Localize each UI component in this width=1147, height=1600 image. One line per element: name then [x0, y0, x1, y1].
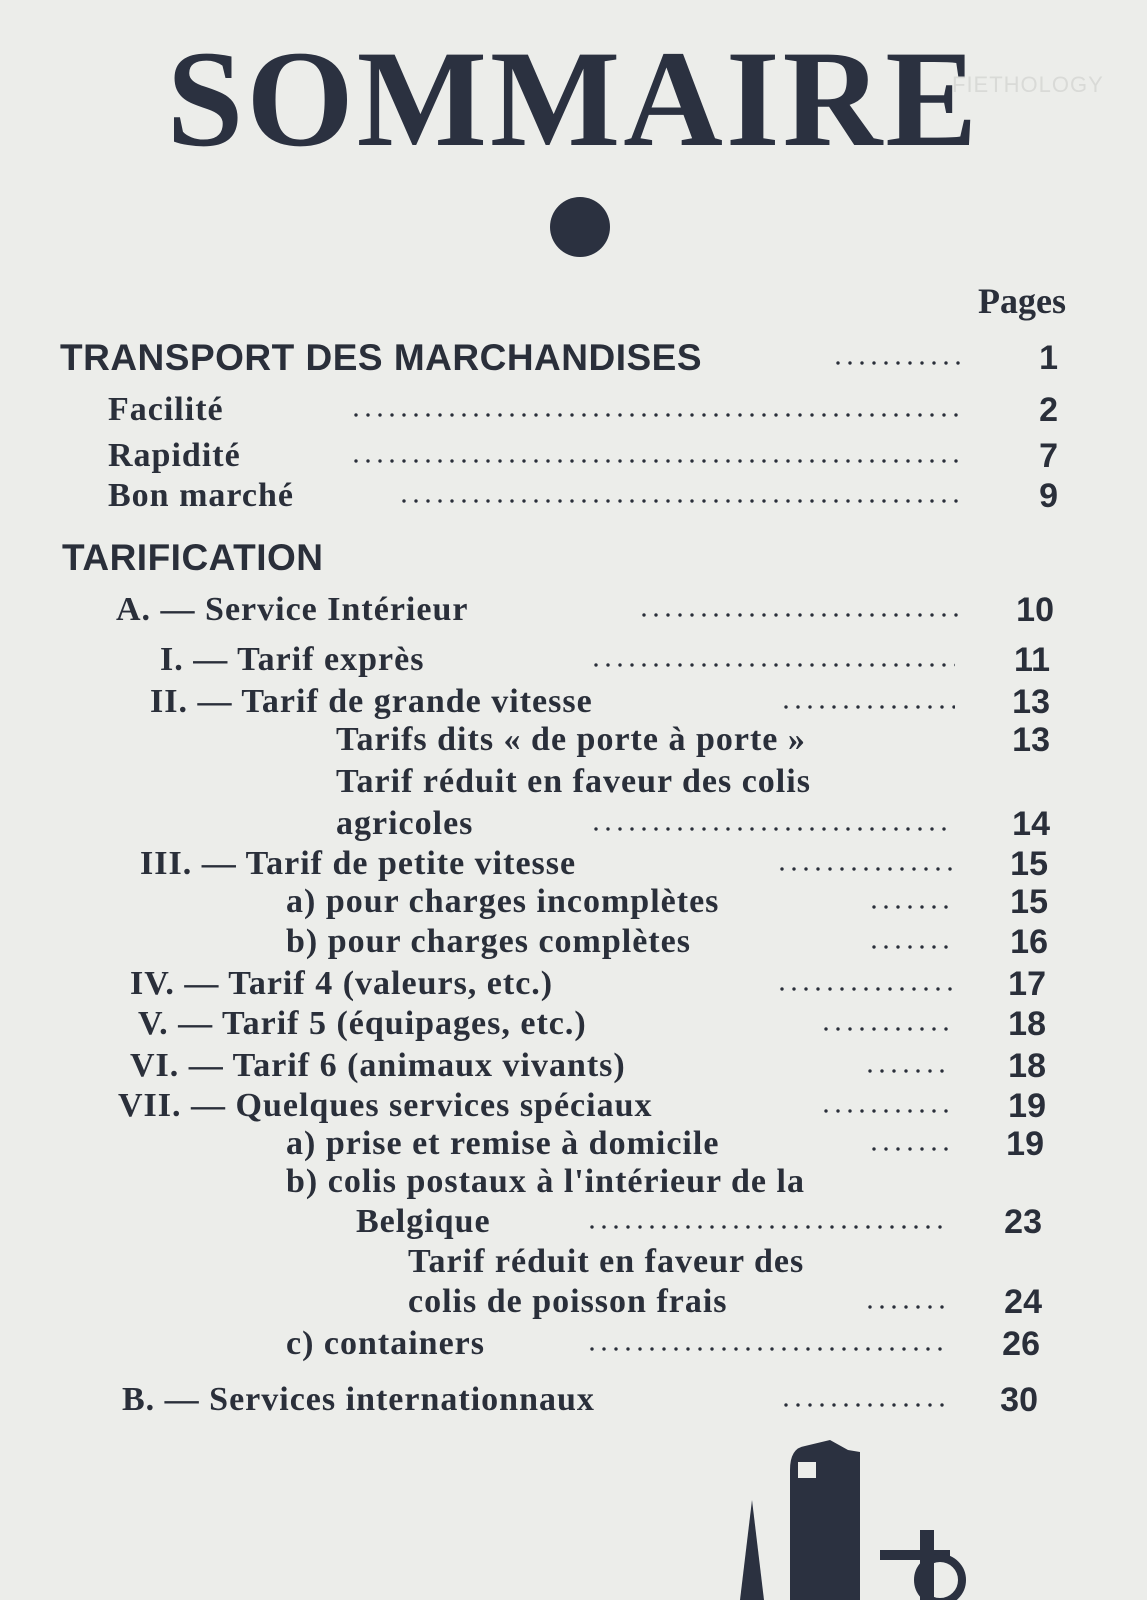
toc-entry-label: TRANSPORT DES MARCHANDISES: [60, 337, 703, 378]
toc-entry: [0, 802, 1147, 846]
toc-entry-label: VII. — Quelques services spéciaux: [118, 1087, 653, 1124]
toc-entry-page-number: 10: [1016, 591, 1054, 629]
toc-entry: [0, 880, 1147, 924]
dot-leader: [820, 1026, 952, 1032]
dot-leader: [590, 662, 955, 668]
dot-leader: [868, 944, 952, 950]
toc-entry-page-number: 15: [1010, 845, 1048, 883]
toc-entry: [0, 1044, 1147, 1088]
toc-entry-label: Tarif réduit en faveur des: [408, 1243, 805, 1280]
toc-entry: [0, 760, 1147, 804]
toc-entry-label: Tarif réduit en faveur des colis: [336, 763, 811, 800]
toc-entry-label: A. — Service Intérieur: [116, 591, 469, 628]
toc-entry-label: a) prise et remise à domicile: [286, 1125, 720, 1162]
toc-entry-label: TARIFICATION: [62, 537, 324, 578]
toc-entry-page-number: 13: [1012, 721, 1050, 759]
dot-leader: [780, 704, 955, 710]
toc-entry-label: Facilité: [108, 391, 224, 428]
toc-entry-label: b) colis postaux à l'intérieur de la: [286, 1163, 805, 1200]
toc-entry-page-number: 15: [1010, 883, 1048, 921]
toc-entry-label: agricoles: [336, 805, 474, 842]
dot-leader: [868, 904, 952, 910]
toc-entry-label: a) pour charges incomplètes: [286, 883, 720, 920]
dot-leader: [776, 866, 952, 872]
toc-entry-label: b) pour charges complètes: [286, 923, 691, 960]
dot-leader: [350, 412, 962, 418]
toc-entry-label: IV. — Tarif 4 (valeurs, etc.): [130, 965, 554, 1002]
dot-leader: [638, 612, 958, 618]
dot-leader: [350, 458, 962, 464]
dot-leader: [586, 1224, 950, 1230]
toc-entry: [0, 962, 1147, 1006]
watermark-logo: FIETHOLOGY: [952, 72, 1104, 97]
toc-entry: [0, 1200, 1147, 1244]
toc-entry-label: I. — Tarif exprès: [160, 641, 425, 678]
toc-entry-label: Tarifs dits « de porte à porte »: [336, 721, 806, 758]
toc-entry-label: Belgique: [356, 1203, 491, 1240]
toc-entry-label: V. — Tarif 5 (équipages, etc.): [138, 1005, 587, 1042]
bullet-ornament: [550, 197, 610, 257]
toc-entry: [0, 1280, 1147, 1324]
toc-entry-page-number: 14: [1012, 805, 1050, 843]
toc-entry-label: VI. — Tarif 6 (animaux vivants): [130, 1047, 626, 1084]
toc-entry: [0, 920, 1147, 964]
toc-entry-label: c) containers: [286, 1325, 486, 1362]
dot-leader: [820, 1108, 952, 1114]
toc-entry-page-number: 13: [1012, 683, 1050, 721]
toc-entry-label: Bon marché: [108, 477, 294, 514]
toc-entry-label: Rapidité: [108, 437, 241, 474]
toc-entry: [0, 638, 1147, 682]
toc-entry-page-number: 23: [1004, 1203, 1042, 1241]
toc-entry-page-number: 18: [1008, 1005, 1046, 1043]
toc-entry-page-number: 1: [1039, 339, 1058, 377]
toc-entry: [0, 336, 1147, 380]
dot-leader: [780, 1402, 948, 1408]
toc-entry-page-number: 11: [1014, 641, 1050, 679]
dot-leader: [776, 986, 952, 992]
toc-entry: [0, 588, 1147, 632]
toc-entry-page-number: 2: [1039, 391, 1058, 429]
toc-entry: [0, 1240, 1147, 1284]
dot-leader: [398, 498, 962, 504]
page-title: SOMMAIRE: [166, 22, 981, 175]
toc-entry: [0, 388, 1147, 432]
toc-entry-page-number: 9: [1039, 477, 1058, 515]
toc-entry-page-number: 26: [1002, 1325, 1040, 1363]
toc-entry-page-number: 18: [1008, 1047, 1046, 1085]
dot-leader: [864, 1068, 952, 1074]
toc-entry: [0, 1002, 1147, 1046]
dot-leader: [590, 826, 952, 832]
toc-entry-label: II. — Tarif de grande vitesse: [150, 683, 593, 720]
toc-entry-page-number: 16: [1010, 923, 1048, 961]
toc-entry-page-number: 30: [1000, 1381, 1038, 1419]
dot-leader: [586, 1346, 948, 1352]
toc-entry: [0, 1322, 1147, 1366]
toc-entry: [0, 1378, 1147, 1422]
toc-entry-page-number: 7: [1039, 437, 1058, 475]
dot-leader: [864, 1304, 948, 1310]
toc-entry-page-number: 19: [1008, 1087, 1046, 1125]
toc-entry: [0, 1160, 1147, 1204]
toc-entry: [0, 474, 1147, 518]
pages-column-header: Pages: [978, 281, 1066, 321]
toc-entry-label: colis de poisson frais: [408, 1283, 728, 1320]
toc-entry: [0, 718, 1147, 762]
toc-entry: [0, 434, 1147, 478]
dot-leader: [832, 360, 962, 366]
toc-entry-label: III. — Tarif de petite vitesse: [140, 845, 577, 882]
toc-entry-page-number: 19: [1006, 1125, 1044, 1163]
locomotive-illustration: [730, 1440, 980, 1600]
toc-entry-label: B. — Services internationnaux: [122, 1381, 595, 1418]
dot-leader: [868, 1146, 950, 1152]
toc-entry: [0, 536, 1147, 580]
toc-entry-page-number: 17: [1008, 965, 1046, 1003]
toc-entry-page-number: 24: [1004, 1283, 1042, 1321]
